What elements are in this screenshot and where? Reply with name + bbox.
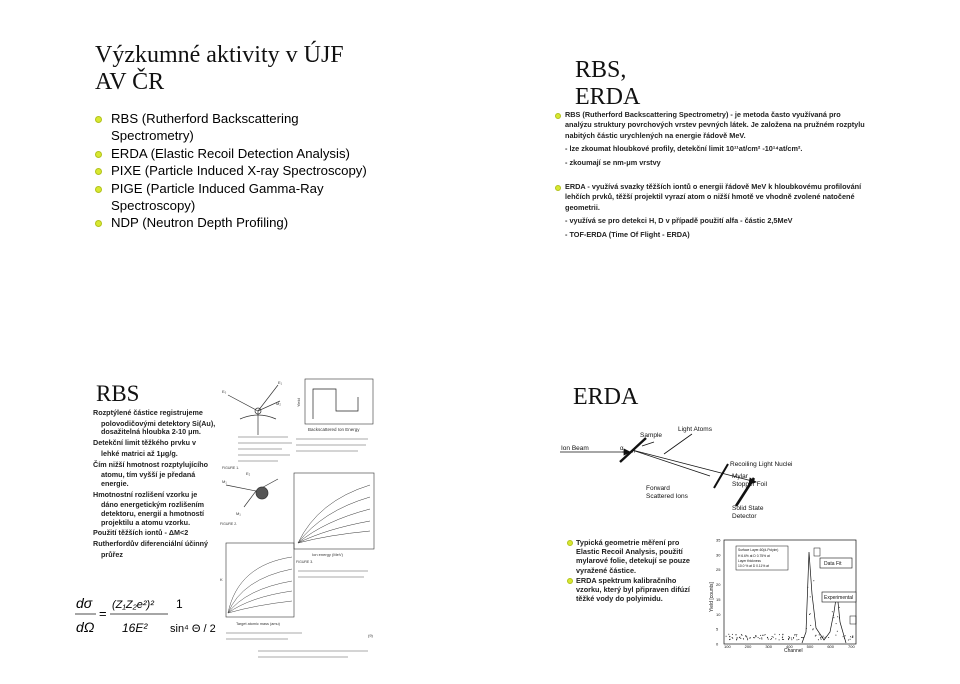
text-line: Čím nižší hmotnost rozptylujícího bbox=[93, 459, 208, 469]
data-point bbox=[795, 634, 796, 635]
data-point bbox=[732, 638, 733, 639]
data-point bbox=[747, 638, 748, 639]
svg-text:M₂: M₂ bbox=[276, 401, 281, 406]
data-fit-label: Data Fit bbox=[824, 561, 842, 567]
list-item: NDP (Neutron Depth Profiling) bbox=[95, 214, 385, 231]
data-point bbox=[812, 629, 813, 630]
data-point bbox=[761, 639, 762, 640]
diagram-label: Light Atoms bbox=[678, 426, 712, 433]
data-point bbox=[736, 639, 737, 640]
data-point bbox=[850, 639, 851, 640]
x-tick-label: 300 bbox=[765, 644, 773, 649]
axis-label: Channel bbox=[784, 648, 803, 654]
diagram-label: Stopper Foil bbox=[732, 481, 768, 488]
data-point bbox=[796, 636, 797, 637]
data-point bbox=[843, 636, 844, 637]
diagram-label: Solid State bbox=[732, 505, 764, 512]
data-point bbox=[798, 639, 799, 640]
data-point bbox=[743, 639, 744, 640]
data-point bbox=[779, 639, 780, 640]
list-item: Typická geometrie měření pro Elastic Recoil Analysis, použití mylarové folie, detekují se pouze vyražené částice. bbox=[576, 538, 701, 575]
formula-rhs-den: sin⁴ Θ / 2 bbox=[170, 623, 216, 635]
fig-label: K bbox=[220, 577, 223, 582]
data-point bbox=[770, 639, 771, 640]
svg-text:M₁: M₁ bbox=[222, 479, 227, 484]
fig-caption: FIGURE 2. bbox=[220, 522, 238, 526]
data-point bbox=[813, 580, 814, 581]
data-point bbox=[782, 637, 783, 638]
list-item: PIXE (Particle Induced X-ray Spectroscopy) bbox=[95, 162, 385, 179]
erda-geometry-diagram bbox=[560, 422, 820, 526]
data-point bbox=[737, 638, 738, 639]
y-tick-label: 15 bbox=[716, 596, 721, 602]
y-tick-label: 10 bbox=[716, 611, 721, 617]
data-point bbox=[788, 636, 789, 637]
data-point bbox=[765, 634, 766, 635]
diagram-label: α bbox=[620, 446, 624, 452]
data-point bbox=[783, 639, 784, 640]
fig-label: (9) bbox=[368, 633, 373, 638]
bullet-list bbox=[576, 538, 701, 603]
diagram-label: Detector bbox=[732, 513, 757, 520]
data-point bbox=[730, 639, 731, 640]
data-point bbox=[850, 636, 851, 637]
data-point bbox=[746, 637, 747, 638]
x-tick-label: 200 bbox=[744, 644, 752, 649]
data-point bbox=[810, 596, 811, 597]
diagram-label: Ion Beam bbox=[561, 445, 589, 452]
list-item: - TOF-ERDA (Time Of Flight - ERDA) bbox=[565, 229, 690, 239]
data-point bbox=[740, 638, 741, 639]
data-point bbox=[729, 636, 730, 637]
rbs-description bbox=[93, 409, 218, 562]
data-point bbox=[828, 637, 829, 638]
data-point bbox=[745, 635, 746, 636]
formula-rhs-num: 1 bbox=[176, 597, 183, 611]
data-point bbox=[772, 636, 773, 637]
list-item: ERDA (Elastic Recoil Detection Analysis) bbox=[95, 145, 385, 162]
data-point bbox=[754, 637, 755, 638]
svg-text:E₀: E₀ bbox=[222, 389, 227, 394]
fig-caption: FIGURE 3. bbox=[296, 560, 314, 564]
data-point bbox=[810, 613, 811, 614]
data-point bbox=[747, 639, 748, 640]
bullet-list bbox=[565, 110, 865, 240]
data-point bbox=[732, 634, 733, 635]
text-line: průřez bbox=[101, 549, 123, 559]
slide-title: RBS bbox=[96, 381, 140, 406]
data-point bbox=[735, 634, 736, 635]
data-point bbox=[779, 634, 780, 635]
data-point bbox=[791, 638, 792, 639]
data-point bbox=[761, 637, 762, 638]
data-point bbox=[773, 637, 774, 638]
data-point bbox=[837, 616, 838, 617]
rbs-scanned-figure bbox=[218, 375, 380, 665]
data-point bbox=[852, 636, 853, 637]
list-item: ERDA - využívá svazky těžších iontů o energii řádově MeV k hloubkovému profilování lehčích prvků, těžší projektil vyrazí atom o nižší hmotě ve vhodně zvolené natočené geometrii. bbox=[565, 182, 865, 213]
x-tick-label: 700 bbox=[848, 644, 855, 649]
data-point bbox=[768, 639, 769, 640]
fig-label: Yield bbox=[296, 398, 301, 407]
data-point bbox=[791, 639, 792, 640]
data-point bbox=[793, 638, 794, 639]
svg-text:E₂: E₂ bbox=[246, 471, 251, 476]
data-point bbox=[852, 637, 853, 638]
data-point bbox=[788, 639, 789, 640]
x-tick-label: 100 bbox=[724, 644, 731, 649]
data-point bbox=[833, 617, 834, 618]
svg-text:M₁: M₁ bbox=[236, 511, 241, 516]
svg-text:E₁: E₁ bbox=[278, 380, 283, 385]
data-point bbox=[823, 636, 824, 637]
data-point bbox=[782, 634, 783, 635]
data-point bbox=[796, 634, 797, 635]
diagram-label: Sample bbox=[640, 432, 663, 439]
data-point bbox=[759, 638, 760, 639]
data-point bbox=[789, 638, 790, 639]
list-item: RBS (Rutherford Backscattering Spectrometry) bbox=[95, 110, 385, 145]
text-line: Hmotnostní rozlišení vzorku je bbox=[93, 489, 198, 499]
data-point bbox=[732, 637, 733, 638]
y-tick-label: 25 bbox=[716, 567, 721, 573]
data-point bbox=[782, 639, 783, 640]
data-point bbox=[749, 638, 750, 639]
data-point bbox=[836, 623, 837, 624]
data-point bbox=[726, 636, 727, 637]
data-point bbox=[728, 634, 729, 635]
data-point bbox=[801, 637, 802, 638]
data-point bbox=[818, 639, 819, 640]
data-point bbox=[737, 637, 738, 638]
fig-label: Target atomic mass (amu) bbox=[236, 622, 280, 626]
data-point bbox=[758, 637, 759, 638]
rutherford-formula bbox=[72, 592, 220, 640]
formula-mid-num: (Z₁Z₂e²)² bbox=[112, 599, 154, 611]
data-point bbox=[848, 640, 849, 641]
formula-lhs-den: dΩ bbox=[76, 619, 95, 635]
y-tick-label: 5 bbox=[716, 626, 719, 632]
axis-label: Yield [counts] bbox=[709, 582, 715, 612]
data-point bbox=[789, 637, 790, 638]
text-line: Detekční limit těžkého prvku v bbox=[93, 438, 197, 448]
list-item: PIGE (Particle Induced Gamma-Ray Spectroscopy) bbox=[95, 180, 385, 215]
y-tick-label: 30 bbox=[716, 552, 721, 558]
data-point bbox=[820, 637, 821, 638]
data-point bbox=[741, 634, 742, 635]
data-point bbox=[816, 635, 817, 636]
x-tick-label: 500 bbox=[806, 644, 814, 649]
list-item: - zkoumají se nm-μm vrstvy bbox=[565, 157, 661, 167]
text-line: Použití těžších iontů - ΔM<2 bbox=[93, 528, 189, 538]
text-line: dáno energetickým rozlišením detektoru, energií a hmotností projektilu a atomu vzorku. bbox=[101, 500, 205, 527]
fig-label: Backscattered Ion Energy bbox=[308, 427, 360, 432]
data-point bbox=[835, 635, 836, 636]
list-item: - lze zkoumat hloubkové profily, detekční limit 10¹¹at/cm² -10¹⁴at/cm². bbox=[565, 144, 803, 154]
data-point bbox=[739, 637, 740, 638]
legend-line: Surface Layer-60(d-Polyim) bbox=[738, 548, 779, 552]
diagram-label: Recoiling Light Nuclei bbox=[730, 461, 793, 468]
fig-label: Ion energy (MeV) bbox=[312, 552, 343, 557]
data-point bbox=[767, 637, 768, 638]
data-point bbox=[771, 638, 772, 639]
diagram-label: Forward bbox=[646, 485, 670, 492]
text-line: Rozptýlené částice registrujeme bbox=[93, 408, 203, 417]
data-point bbox=[819, 634, 820, 635]
data-point bbox=[845, 635, 846, 636]
legend-line: Layer thickness bbox=[738, 559, 761, 563]
data-point bbox=[810, 625, 811, 626]
data-point bbox=[763, 635, 764, 636]
erda-spectrum-plot bbox=[706, 532, 862, 656]
y-tick-label: 35 bbox=[716, 537, 721, 543]
y-tick-label: 0 bbox=[716, 641, 719, 647]
data-point bbox=[802, 637, 803, 638]
data-point bbox=[755, 636, 756, 637]
data-point bbox=[832, 611, 833, 612]
text-line: Rutherfordův diferenciální účinný bbox=[93, 539, 209, 549]
svg-text:=: = bbox=[99, 606, 107, 621]
slide-title: RBS, ERDA bbox=[575, 57, 641, 110]
x-tick-label: 400 bbox=[786, 644, 793, 649]
list-item: ERDA spektrum kalibračního vzorku, který byl připraven difúzí těžké vody do polyimidu. bbox=[576, 576, 701, 604]
data-point bbox=[753, 637, 754, 638]
text-line: lehké matrici až 1μg/g. bbox=[101, 448, 178, 458]
text-line: atomu, tím vyšší je předaná energie. bbox=[101, 470, 196, 488]
data-point bbox=[837, 631, 838, 632]
x-tick-label: 600 bbox=[827, 644, 835, 649]
data-point bbox=[760, 635, 761, 636]
data-point bbox=[774, 634, 775, 635]
list-item: - využívá se pro detekci H, D v případě použití alfa - částic 2,5MeV bbox=[565, 216, 793, 226]
data-point bbox=[821, 639, 822, 640]
slide-title: Výzkumné aktivity v ÚJF AV ČR bbox=[95, 42, 344, 95]
formula-mid-den: 16E² bbox=[122, 621, 148, 635]
text-line: polovodičovými detektory Si(Au), dosažitelná hloubka 2-10 μm. bbox=[101, 418, 216, 437]
legend-line: H 6.6% at D 0.75% at bbox=[738, 554, 770, 558]
bullet-list bbox=[95, 110, 385, 232]
list-item: RBS (Rutherford Backscattering Spectrometry) - je metoda často využívaná pro analýzu struktury povrchových vrstev pevných látek. Je založena na pružném rozptylu nabitých částic urychlených na energie řádově MeV. bbox=[565, 110, 865, 140]
slide-title: ERDA bbox=[573, 384, 639, 410]
data-point bbox=[755, 635, 756, 636]
legend-line: 10.0 % at D 0.11% at bbox=[738, 564, 769, 568]
experimental-label: Experimental bbox=[824, 595, 854, 601]
data-point bbox=[762, 635, 763, 636]
diagram-label: Scattered Ions bbox=[646, 493, 688, 500]
data-point bbox=[775, 638, 776, 639]
data-point bbox=[797, 639, 798, 640]
fig-caption: FIGURE 1. bbox=[222, 466, 240, 470]
diagram-label: Mylar bbox=[732, 473, 748, 480]
formula-lhs-num: dσ bbox=[76, 595, 93, 611]
y-tick-label: 20 bbox=[716, 582, 721, 588]
